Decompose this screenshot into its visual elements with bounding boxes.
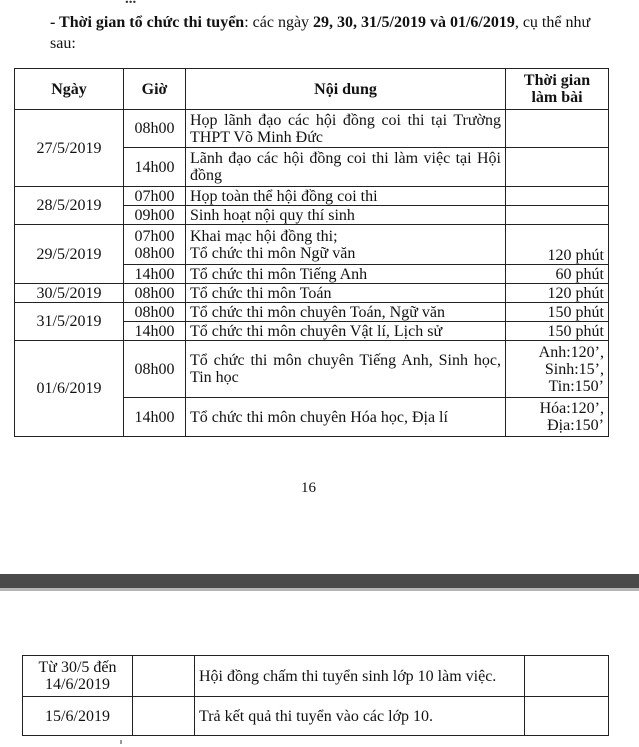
- intro-text: : các ngày: [244, 14, 314, 31]
- time-cell: 08h00: [124, 303, 186, 322]
- content-cell: Tổ chức thi môn Tiếng Anh: [186, 265, 506, 284]
- content-cell: [186, 225, 506, 265]
- intro-label: - Thời gian tổ chức thi tuyển: [50, 14, 245, 31]
- content-cell: Họp toàn thể hội đồng coi thi: [186, 187, 506, 206]
- date-cell: 01/6/2019: [15, 341, 124, 437]
- intro-paragraph: [18, 12, 618, 54]
- duration-cell: [525, 656, 609, 697]
- time-cell: 09h00: [124, 206, 186, 225]
- duration-line: Sinh:15’,: [544, 360, 604, 378]
- duration-cell: 120 phút: [506, 284, 609, 303]
- content-cell: Tổ chức thi môn chuyên Tiếng Anh, Sinh học, Tin học: [186, 341, 506, 398]
- duration-cell: [506, 341, 609, 398]
- time-cell: 14h00: [124, 265, 186, 284]
- duration-cell: [506, 398, 609, 437]
- date-line: 14/6/2019: [45, 676, 110, 693]
- grading-schedule-table: [22, 655, 609, 736]
- exam-schedule-table: [14, 68, 609, 437]
- date-cell: 15/6/2019: [23, 697, 133, 736]
- content-line: Khai mạc hội đồng thi;: [190, 227, 338, 245]
- content-cell: Trả kết quả thi tuyển vào các lớp 10.: [195, 697, 525, 736]
- stray-mark: [120, 740, 122, 744]
- header-duration: Thời gian làm bài: [506, 69, 609, 110]
- page-separator: [0, 574, 639, 588]
- date-cell: [23, 656, 133, 697]
- duration-line: Anh:120’,: [538, 343, 604, 361]
- content-cell: Họp lãnh đạo các hội đồng coi thi tại Trường THPT Võ Minh Đức: [186, 110, 506, 148]
- page-number: 16: [301, 480, 316, 496]
- duration-cell: [506, 148, 609, 187]
- duration-cell: 150 phút: [506, 303, 609, 322]
- intro-end: , cụ thể như sau:: [50, 14, 591, 52]
- duration-line: Tin:150’: [548, 377, 604, 395]
- time-cell: [124, 225, 186, 265]
- duration-cell: 60 phút: [506, 265, 609, 284]
- date-cell: 27/5/2019: [15, 110, 124, 187]
- date-cell: 31/5/2019: [15, 303, 124, 341]
- content-line: Tổ chức thi môn Ngữ văn: [190, 244, 356, 262]
- duration-cell: [506, 187, 609, 206]
- content-cell: Tổ chức thi môn chuyên Hóa học, Địa lí: [186, 398, 506, 437]
- cut-off-heading: [125, 0, 136, 8]
- content-cell: Hội đồng chấm thi tuyển sinh lớp 10 làm việc.: [195, 656, 525, 697]
- content-cell: Tổ chức thi môn Toán: [186, 284, 506, 303]
- content-cell: Tổ chức thi môn chuyên Vật lí, Lịch sử: [186, 322, 506, 341]
- duration-cell: [525, 697, 609, 736]
- time-cell: 14h00: [124, 322, 186, 341]
- duration-cell: 150 phút: [506, 322, 609, 341]
- date-cell: 28/5/2019: [15, 187, 124, 225]
- content-cell: Tổ chức thi môn chuyên Toán, Ngữ văn: [186, 303, 506, 322]
- date-cell: 29/5/2019: [15, 225, 124, 284]
- time-cell: 14h00: [124, 148, 186, 187]
- header-date: Ngày: [15, 69, 124, 110]
- duration-line: Địa:150’: [547, 417, 604, 434]
- header-content: Nội dung: [186, 69, 506, 110]
- time-cell: [133, 656, 195, 697]
- time-cell: 08h00: [124, 110, 186, 148]
- time-cell: 08h00: [124, 284, 186, 303]
- time-value: 07h00: [134, 227, 175, 245]
- time-cell: 08h00: [124, 341, 186, 398]
- duration-cell: [506, 206, 609, 225]
- date-line: Từ 30/5 đến: [38, 659, 117, 676]
- page-separator-edge: [0, 588, 639, 591]
- content-cell: Lãnh đạo các hội đồng coi thi làm việc tại Hội đồng: [186, 148, 506, 187]
- duration-cell: [506, 110, 609, 148]
- time-cell: 07h00: [124, 187, 186, 206]
- duration-line: Hóa:120’,: [539, 400, 604, 417]
- intro-dates: 29, 30, 31/5/2019 và 01/6/2019: [313, 14, 515, 31]
- header-time: Giờ: [124, 69, 186, 110]
- content-cell: Sinh hoạt nội quy thí sinh: [186, 206, 506, 225]
- time-value: 08h00: [134, 244, 175, 262]
- time-cell: 14h00: [124, 398, 186, 437]
- date-cell: 30/5/2019: [15, 284, 124, 303]
- time-cell: [133, 697, 195, 736]
- duration-cell: 120 phút: [506, 225, 609, 265]
